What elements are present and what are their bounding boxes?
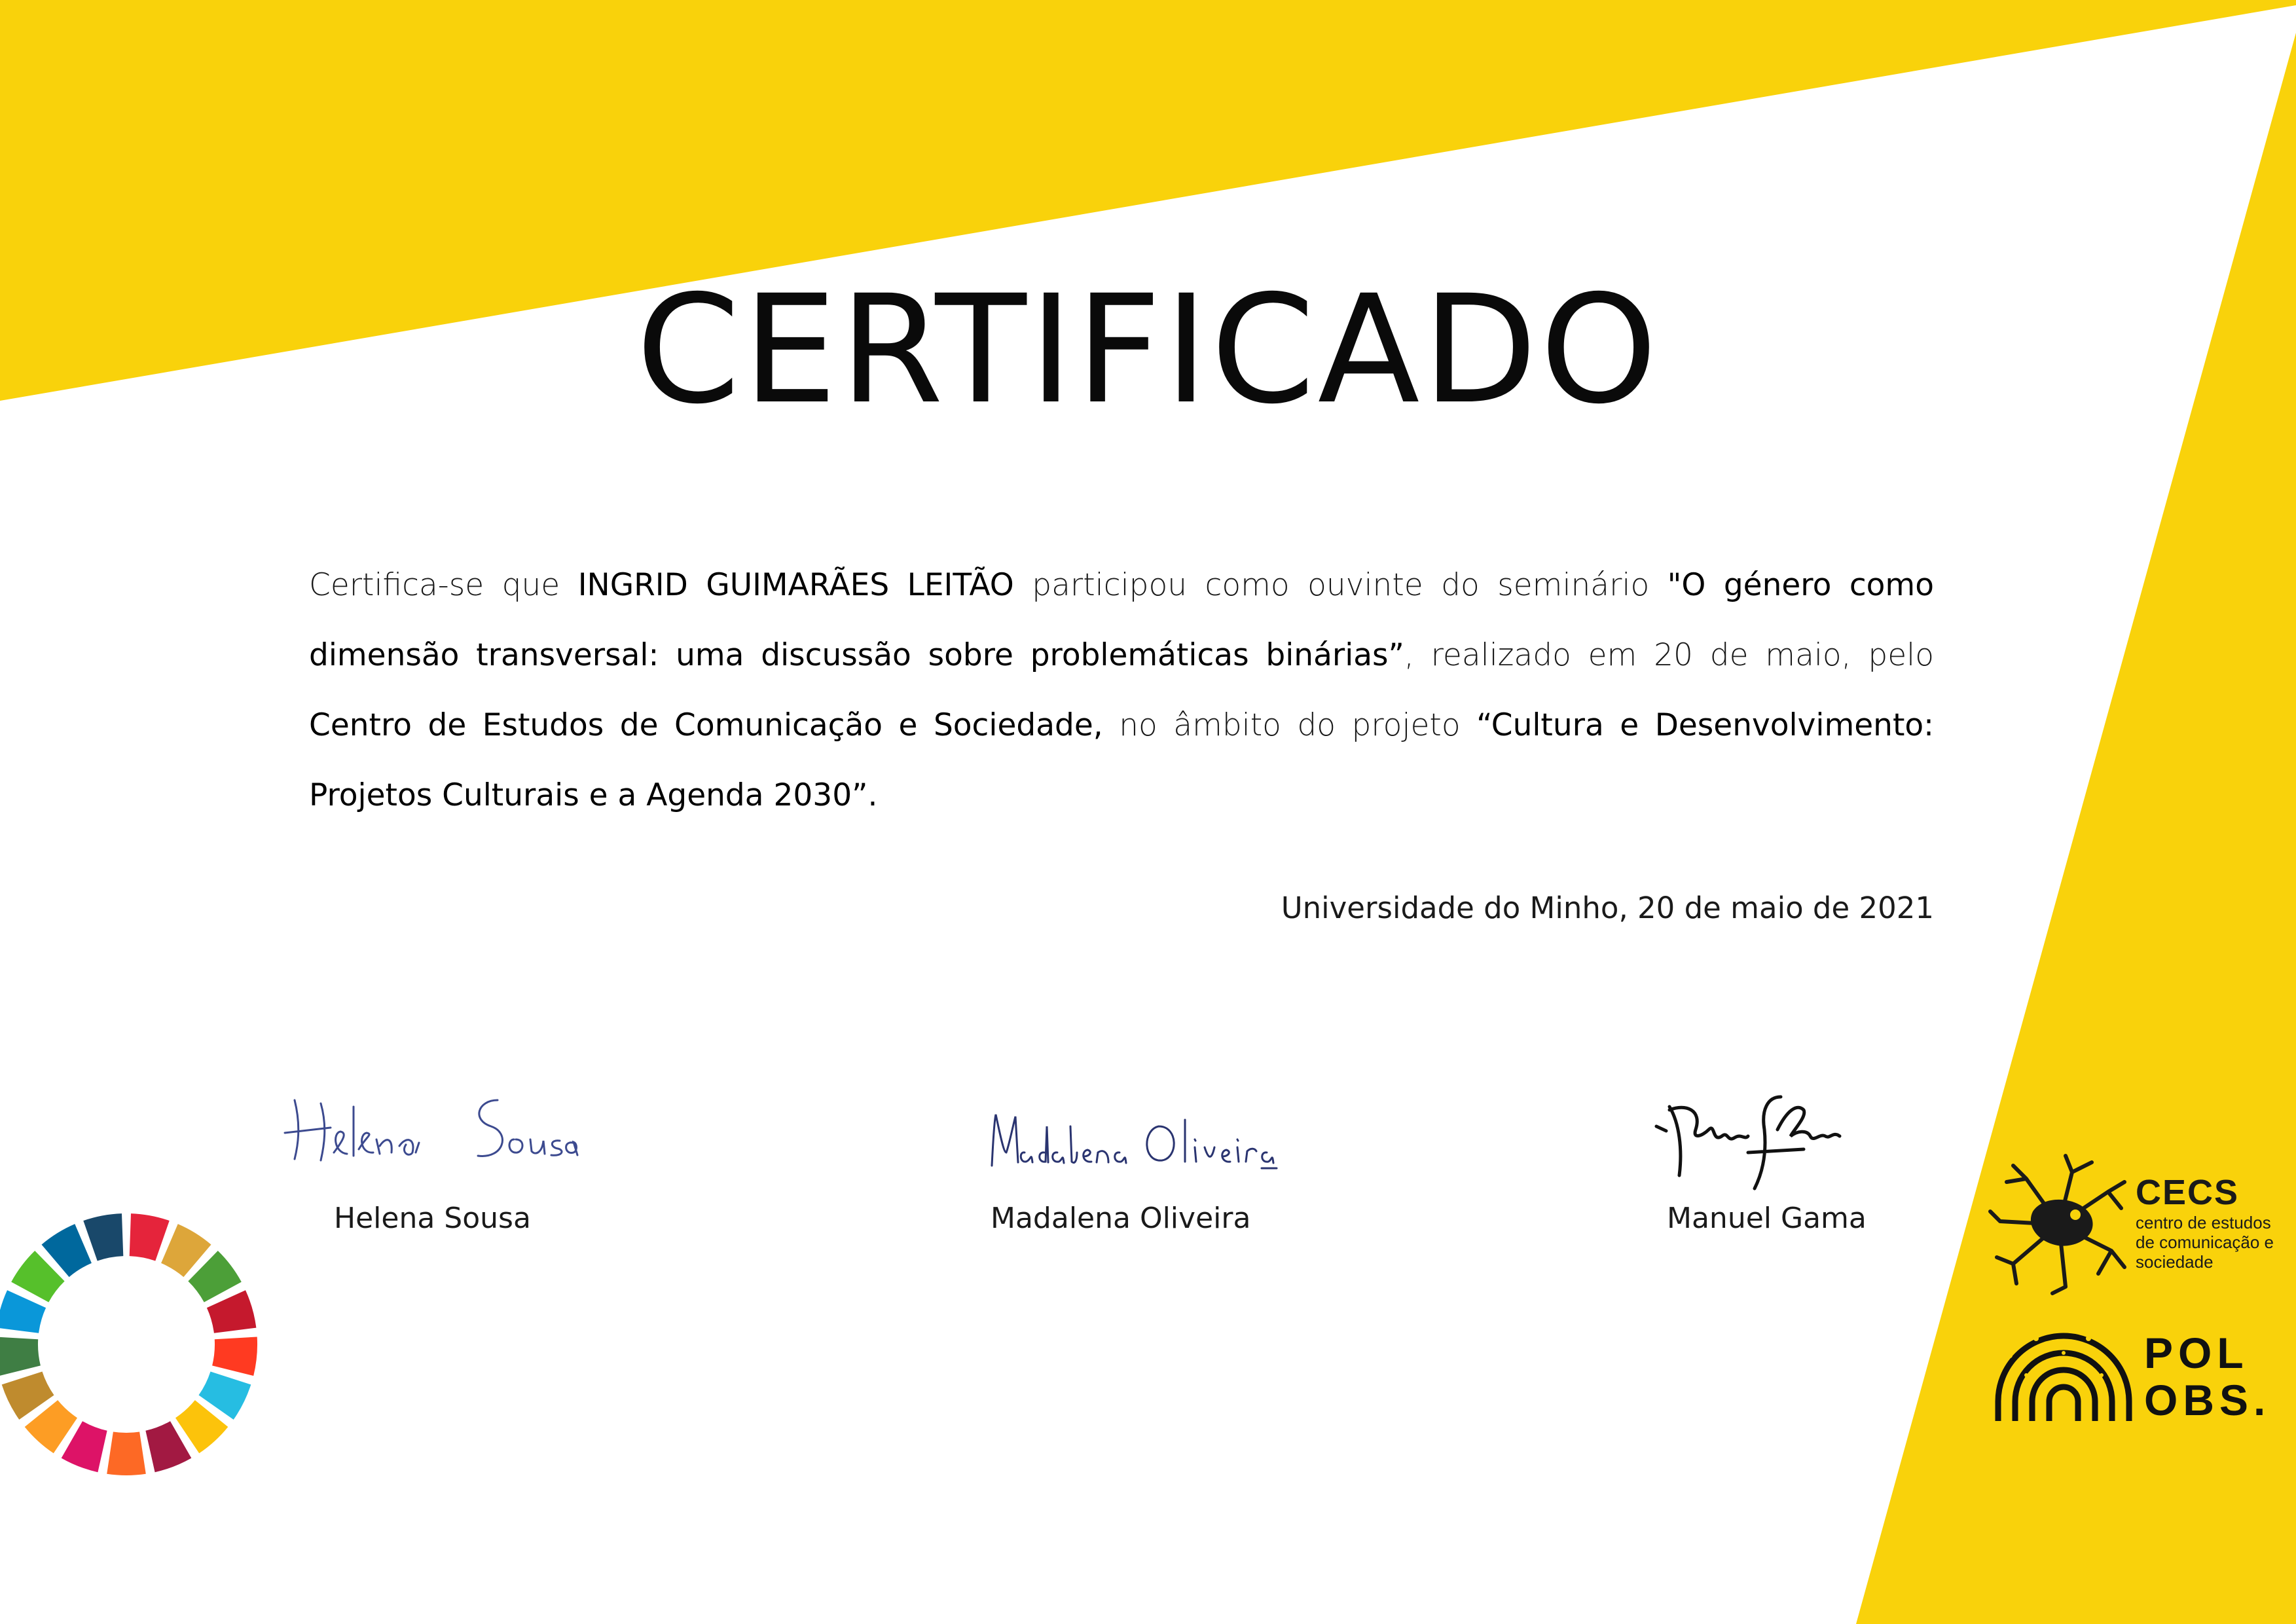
body-text-1: Certifica-se que [309,567,578,603]
sdg-segment [107,1432,146,1476]
sdg-wheel-icon [0,1205,272,1493]
signer-name-3: Manuel Gama [1667,1202,1867,1235]
place-date: Universidade do Minho, 20 de maio de 2021 [1281,891,1934,925]
project-title: “Cultura e Desenvolvimento: Projetos Culturais e a Agenda 2030”. [309,707,1934,813]
seminar-title: "O género como dimensão transversal: uma discussão sobre problemáticas binárias” [309,567,1934,673]
signer-name-2: Madalena Oliveira [991,1202,1251,1235]
body-text-3: , realizado em 20 de maio, pelo [1404,637,1934,673]
polobs-logo-icon [1990,1329,2138,1428]
sdg-segment [83,1213,123,1261]
certificate-body [309,550,1934,830]
signature-helena-sousa [282,1087,589,1172]
polobs-line-2: OBS. [2144,1376,2271,1424]
body-text-2: participou como ouvinte do seminário [1013,567,1667,603]
polobs-line-1: POL [2144,1329,2249,1377]
certificate-title: CERTIFICADO [636,263,1660,437]
cecs-logo-subtitle: centro de estudos de comunicação e sociedade [2136,1213,2274,1272]
polobs-logo-text [2144,1329,2270,1424]
sdg-segment [130,1213,170,1261]
signer-name-1: Helena Sousa [334,1202,531,1235]
participant-name: INGRID GUIMARÃES LEITÃO [577,567,1014,603]
body-text-4: no âmbito do projeto [1102,707,1477,743]
organizer-name: Centro de Estudos de Comunicação e Sociedade, [309,707,1103,743]
signature-madalena-oliveira [985,1100,1313,1179]
sdg-segment [0,1337,41,1376]
cecs-logo-icon [1987,1153,2131,1297]
sdg-segment [212,1337,257,1376]
signature-manuel-gama [1650,1084,1859,1195]
cecs-logo-title: CECS [2136,1173,2240,1212]
